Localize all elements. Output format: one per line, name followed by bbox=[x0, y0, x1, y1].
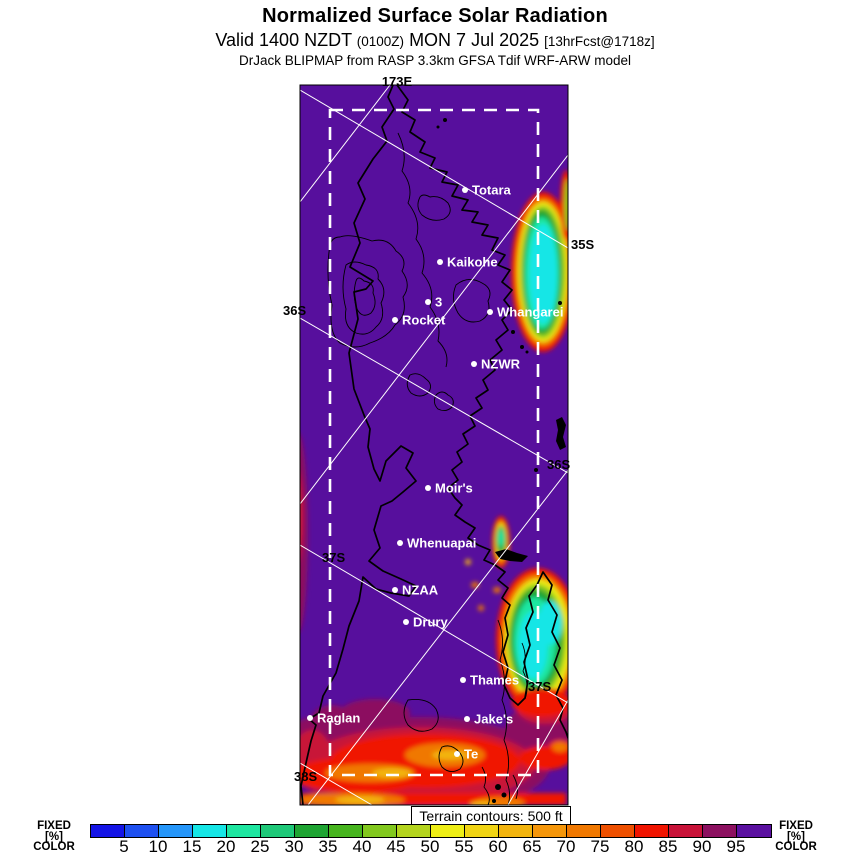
site-label: Rocket bbox=[402, 312, 446, 328]
colorbar-tick: 90 bbox=[692, 837, 712, 856]
colorbar-segment bbox=[431, 825, 465, 837]
colorbar bbox=[90, 824, 772, 838]
colorbar-tick: 15 bbox=[182, 837, 202, 856]
valid-date: MON 7 Jul 2025 bbox=[409, 30, 540, 50]
colorbar-tick: 70 bbox=[556, 837, 576, 856]
site-label: Te bbox=[464, 746, 479, 762]
colorbar-segment bbox=[329, 825, 363, 837]
colorbar-segment bbox=[227, 825, 261, 837]
colorbar-side-label-left: FIXED [%] COLOR bbox=[33, 820, 75, 853]
valid-time: Valid 1400 NZDT bbox=[215, 30, 352, 50]
site-label: Drury bbox=[413, 614, 448, 630]
colorbar-tick: 30 bbox=[284, 837, 304, 856]
colorbar-tick: 10 bbox=[148, 837, 168, 856]
site-label: Raglan bbox=[317, 710, 361, 726]
graticule-label: 38S bbox=[294, 769, 318, 784]
colorbar-segment bbox=[601, 825, 635, 837]
colorbar-segment bbox=[499, 825, 533, 837]
colorbar-tick: 75 bbox=[590, 837, 610, 856]
site-label: NZWR bbox=[481, 356, 520, 372]
colorbar-segment bbox=[533, 825, 567, 837]
site-label: Thames bbox=[470, 672, 520, 688]
site-label: Moir's bbox=[435, 480, 473, 496]
colorbar-tick: 60 bbox=[488, 837, 508, 856]
colorbar-tick: 50 bbox=[420, 837, 440, 856]
site-label: Whangarei bbox=[497, 304, 564, 320]
site-label: Totara bbox=[472, 182, 511, 198]
colorbar-tick: 65 bbox=[522, 837, 542, 856]
site-label: Kaikohe bbox=[447, 254, 498, 270]
colorbar-tick: 95 bbox=[726, 837, 746, 856]
chart-title: Normalized Surface Solar Radiation bbox=[262, 5, 608, 27]
colorbar-segment bbox=[397, 825, 431, 837]
valid-line bbox=[10, 30, 850, 51]
site-label: NZAA bbox=[402, 582, 439, 598]
colorbar-segment bbox=[125, 825, 159, 837]
colorbar-tick: 35 bbox=[318, 837, 338, 856]
colorbar-tick-values bbox=[90, 837, 770, 859]
colorbar-tick: 45 bbox=[386, 837, 406, 856]
graticule-label: 37S bbox=[528, 679, 552, 694]
colorbar-tick: 40 bbox=[352, 837, 372, 856]
colorbar-tick: 80 bbox=[624, 837, 644, 856]
colorbar-segment bbox=[295, 825, 329, 837]
site-marker-dot bbox=[397, 540, 403, 546]
graticule-label: 37S bbox=[322, 550, 346, 565]
colorbar-tick: 5 bbox=[119, 837, 129, 856]
model-line: DrJack BLIPMAP from RASP 3.3km GFSA Tdif WRF-ARW model bbox=[238, 53, 632, 68]
graticule-label: 35S bbox=[571, 237, 595, 252]
site-label: Whenuapai bbox=[407, 535, 477, 551]
site-marker-dot bbox=[464, 716, 470, 722]
site-marker-dot bbox=[460, 677, 466, 683]
site-marker-dot bbox=[307, 715, 313, 721]
graticule-label: 36S bbox=[283, 303, 307, 318]
colorbar-segment bbox=[465, 825, 499, 837]
colorbar-tick: 85 bbox=[658, 837, 678, 856]
site-marker-dot bbox=[392, 317, 398, 323]
colorbar-segment bbox=[363, 825, 397, 837]
blipmap-plot bbox=[270, 75, 602, 815]
colorbar-segment bbox=[567, 825, 601, 837]
site-marker-dot bbox=[425, 485, 431, 491]
colorbar-segment bbox=[261, 825, 295, 837]
site-marker-dot bbox=[437, 259, 443, 265]
site-marker-dot bbox=[454, 751, 460, 757]
colorbar-segment bbox=[635, 825, 669, 837]
colorbar-tick: 55 bbox=[454, 837, 474, 856]
site-marker-dot bbox=[425, 299, 431, 305]
site-marker-dot bbox=[392, 587, 398, 593]
colorbar-side-label-right: FIXED [%] COLOR bbox=[775, 820, 817, 853]
site-marker-dot bbox=[403, 619, 409, 625]
colorbar-segment bbox=[159, 825, 193, 837]
chart-header bbox=[10, 5, 850, 68]
site-marker-dot bbox=[487, 309, 493, 315]
colorbar-segment bbox=[91, 825, 125, 837]
site-marker-dot bbox=[462, 187, 468, 193]
colorbar-tick: 25 bbox=[250, 837, 270, 856]
colorbar-segment bbox=[193, 825, 227, 837]
colorbar-segment bbox=[669, 825, 703, 837]
site-label: Jake's bbox=[474, 711, 514, 727]
terrain-contours-note: Terrain contours: 500 ft bbox=[411, 806, 571, 827]
graticule-label: 36S bbox=[547, 457, 571, 472]
forecast-info: [13hrFcst@1718z] bbox=[544, 34, 655, 49]
graticule-label: 173E bbox=[381, 75, 413, 89]
colorbar-tick: 20 bbox=[216, 837, 236, 856]
colorbar-segment bbox=[703, 825, 737, 837]
site-label: 3 bbox=[435, 294, 443, 310]
valid-utc: (0100Z) bbox=[356, 34, 405, 49]
site-marker-dot bbox=[471, 361, 477, 367]
cloud-region-west-edge bbox=[288, 433, 308, 633]
